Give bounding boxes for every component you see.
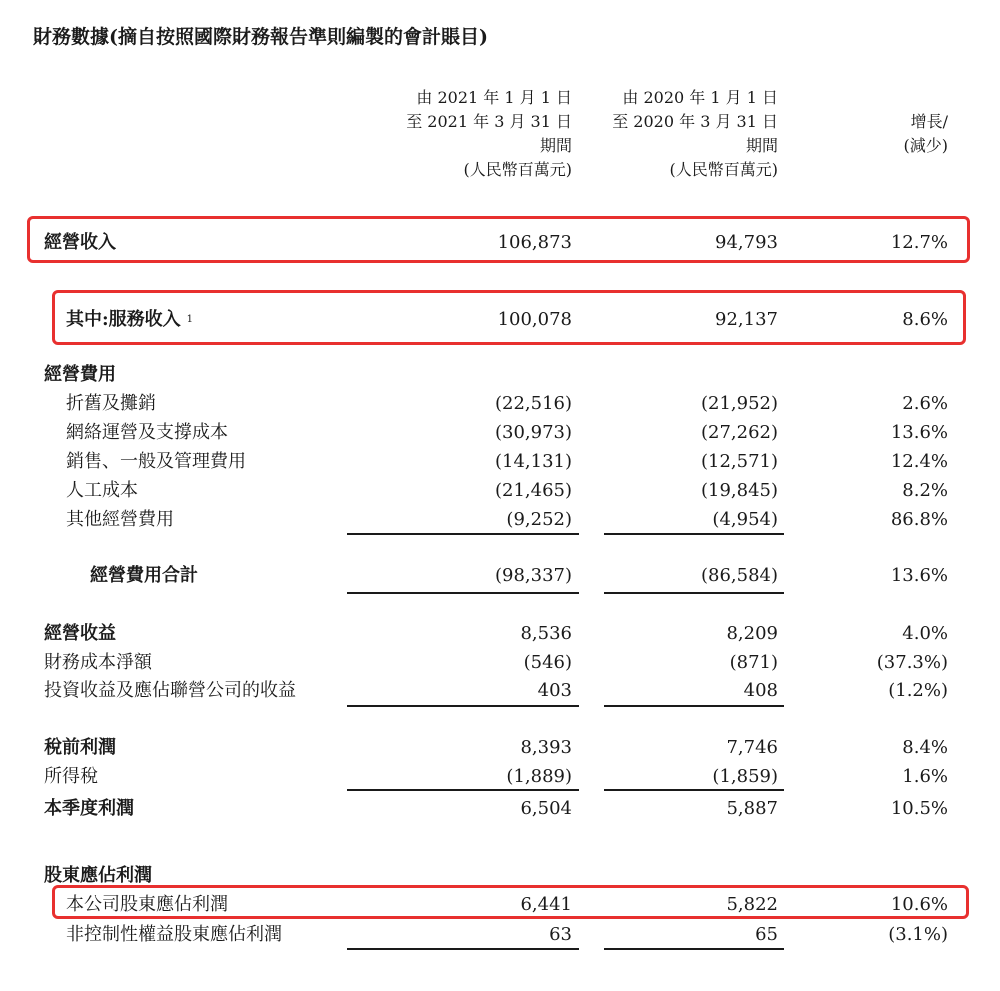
table-row-profit-quarter <box>0 795 1000 823</box>
value-2021: (22,516) <box>494 393 572 414</box>
value-2020: 65 <box>755 924 778 945</box>
row-label: 所得稅 <box>44 766 98 787</box>
value-change: 8.4% <box>902 737 948 758</box>
subtotal-rule <box>347 705 579 707</box>
table-row-network <box>0 419 1000 447</box>
row-label: 銷售、一般及管理費用 <box>66 451 246 472</box>
value-2021: 63 <box>549 924 572 945</box>
value-change: 12.4% <box>890 451 948 472</box>
value-2021: 6,504 <box>520 798 572 819</box>
row-label: 經營收益 <box>44 623 116 644</box>
value-2021: 106,873 <box>497 232 572 253</box>
value-change: 4.0% <box>902 623 948 644</box>
value-2020: (21,952) <box>700 393 778 414</box>
table-row-personnel <box>0 477 1000 505</box>
value-change: (37.3%) <box>876 652 948 673</box>
value-2021: 8,393 <box>520 737 572 758</box>
table-row-income-tax <box>0 763 1000 791</box>
value-2021: 100,078 <box>497 309 572 330</box>
value-2021: 6,441 <box>520 894 572 915</box>
value-change: 8.6% <box>902 309 948 330</box>
value-2021: (21,465) <box>494 480 572 501</box>
subtotal-rule <box>604 705 784 707</box>
value-change: 13.6% <box>890 565 948 586</box>
subtotal-rule <box>347 533 579 535</box>
value-2020: 8,209 <box>726 623 778 644</box>
row-label: 本季度利潤 <box>44 798 134 819</box>
value-2020: (1,859) <box>712 766 778 787</box>
subtotal-rule <box>604 533 784 535</box>
table-row-depreciation <box>0 390 1000 418</box>
table-row-operating-revenue <box>0 229 1000 257</box>
table-row-total-expenses <box>0 562 1000 590</box>
table-row-operating-income <box>0 620 1000 648</box>
value-2020: 94,793 <box>715 232 778 253</box>
table-row-other-expenses <box>0 506 1000 534</box>
value-2021: 8,536 <box>520 623 572 644</box>
column-header-change: 增長/ (減少) <box>903 112 948 155</box>
table-row-net-finance <box>0 649 1000 677</box>
subtotal-rule <box>347 948 579 950</box>
subtotal-rule <box>604 948 784 950</box>
table-row-profit-before-tax <box>0 734 1000 762</box>
row-label: 網絡運營及支撐成本 <box>66 422 228 443</box>
row-label: 非控制性權益股東應佔利潤 <box>66 924 282 945</box>
total-rule <box>604 592 784 594</box>
table-row-service-revenue <box>0 306 1000 334</box>
value-2021: (14,131) <box>494 451 572 472</box>
value-2020: (27,262) <box>700 422 778 443</box>
table-row-noncontrolling <box>0 921 1000 949</box>
row-label: 人工成本 <box>66 480 138 501</box>
value-change: 1.6% <box>902 766 948 787</box>
table-row-sga <box>0 448 1000 476</box>
value-change: (3.1%) <box>888 924 948 945</box>
value-2020: 408 <box>743 680 778 701</box>
total-rule <box>347 592 579 594</box>
row-label: 經營費用 <box>44 364 116 385</box>
row-label: 折舊及攤銷 <box>66 393 156 414</box>
value-change: 10.6% <box>890 894 948 915</box>
row-label: 其他經營費用 <box>66 509 174 530</box>
row-label: 投資收益及應佔聯營公司的收益 <box>44 680 296 701</box>
column-header-2020: 由 2020 年 1 月 1 日 至 2020 年 3 月 31 日 期間 (人民幣百萬元) <box>612 88 778 179</box>
value-2021: (546) <box>523 652 572 673</box>
value-2021: (98,337) <box>494 565 572 586</box>
value-change: 2.6% <box>902 393 948 414</box>
section-heading-operating-expenses <box>0 361 1000 389</box>
row-label: 經營收入 <box>44 232 116 253</box>
section-heading-attributable <box>0 862 1000 890</box>
table-row-equity-holders <box>0 891 1000 919</box>
value-change: 13.6% <box>890 422 948 443</box>
value-2021: (9,252) <box>506 509 572 530</box>
value-2020: (19,845) <box>700 480 778 501</box>
subtotal-rule <box>347 789 579 791</box>
column-header-2021: 由 2021 年 1 月 1 日 至 2021 年 3 月 31 日 期間 (人民幣百萬元) <box>406 88 572 179</box>
value-2020: 5,887 <box>726 798 778 819</box>
row-label: 經營費用合計 <box>90 565 198 586</box>
page-title: 財務數據(摘自按照國際財務報告準則編製的會計賬目) <box>33 26 488 48</box>
value-2021: (30,973) <box>494 422 572 443</box>
value-change: 86.8% <box>890 509 948 530</box>
value-2020: (4,954) <box>712 509 778 530</box>
value-2020: (86,584) <box>700 565 778 586</box>
row-label: 財務成本淨額 <box>44 652 152 673</box>
row-label: 其中:服務收入 $^1$ <box>66 309 194 330</box>
value-2021: (1,889) <box>506 766 572 787</box>
value-2020: 7,746 <box>726 737 778 758</box>
subtotal-rule <box>604 789 784 791</box>
row-label: 股東應佔利潤 <box>44 865 152 886</box>
value-change: 12.7% <box>890 232 948 253</box>
row-label: 稅前利潤 <box>44 737 116 758</box>
value-change: (1.2%) <box>888 680 948 701</box>
value-2020: 92,137 <box>715 309 778 330</box>
value-change: 10.5% <box>890 798 948 819</box>
row-label: 本公司股東應佔利潤 <box>66 894 228 915</box>
value-2020: (12,571) <box>700 451 778 472</box>
value-2020: 5,822 <box>726 894 778 915</box>
value-2020: (871) <box>729 652 778 673</box>
footnote-marker: 1 <box>186 314 194 325</box>
value-2021: 403 <box>537 680 572 701</box>
table-row-investment <box>0 677 1000 705</box>
value-change: 8.2% <box>902 480 948 501</box>
